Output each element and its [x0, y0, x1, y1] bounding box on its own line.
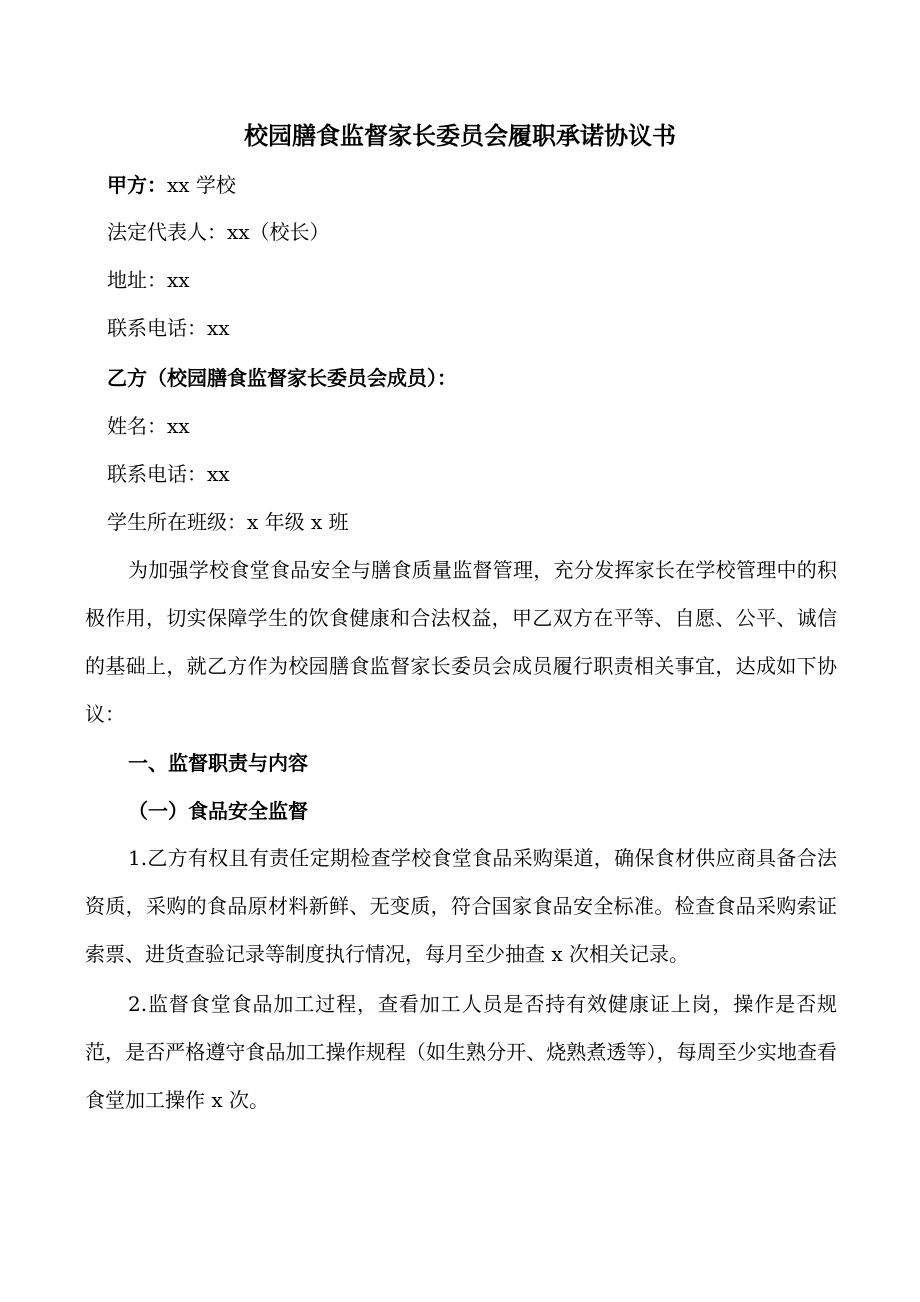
- party-b-student-class: 学生所在班级：x 年级 x 班: [107, 510, 349, 534]
- party-a-address: 地址：xx: [107, 268, 190, 292]
- party-a-label: 甲方：: [107, 173, 167, 197]
- party-a-name: xx 学校: [167, 173, 236, 197]
- party-b-phone: 联系电话：xx: [107, 462, 230, 486]
- party-b-name: 姓名：xx: [107, 414, 190, 438]
- document-title: 校园膳食监督家长委员会履职承诺协议书: [244, 122, 676, 150]
- party-b-label: 乙方（校园膳食监督家长委员会成员）：: [107, 366, 457, 390]
- subsection-1-heading: （一）食品安全监督: [128, 799, 308, 823]
- section-1-heading: 一、监督职责与内容: [128, 751, 308, 775]
- preamble-paragraph: 为加强学校食堂食品安全与膳食质量监督管理，充分发挥家长在学校管理中的积极作用，切实保障学生的饮食健康和合法权益，甲乙双方在平等、自愿、公平、诚信的基础上，就乙方作为校园膳食监督家长委员会成员履行职责相关事宜，达成如下协议：: [85, 558, 837, 726]
- party-a-line: [107, 170, 236, 200]
- party-a-legal-rep: 法定代表人：xx（校长）: [107, 220, 330, 244]
- party-a-phone: 联系电话：xx: [107, 316, 230, 340]
- item-1-paragraph: 1.乙方有权且有责任定期检查学校食堂食品采购渠道，确保食材供应商具备合法资质，采购的食品原材料新鲜、无变质，符合国家食品安全标准。检查食品采购索证索票、进货查验记录等制度执行情况，每月至少抽查 x 次相关记录。: [85, 846, 837, 966]
- item-2-paragraph: 2.监督食堂食品加工过程，查看加工人员是否持有效健康证上岗，操作是否规范，是否严格遵守食品加工操作规程（如生熟分开、烧熟煮透等），每周至少实地查看食堂加工操作 x 次。: [85, 992, 837, 1112]
